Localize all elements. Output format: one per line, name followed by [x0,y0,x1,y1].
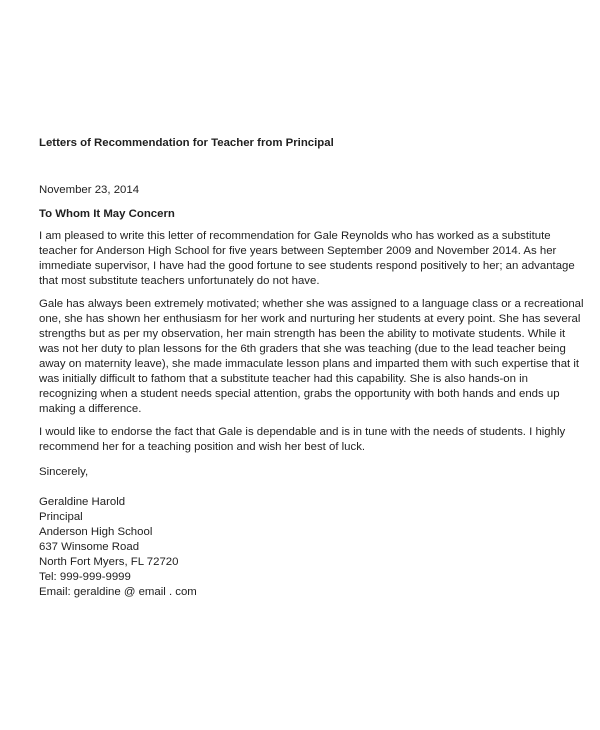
signer-email: Email: geraldine @ email . com [39,586,197,598]
closing: Sincerely, [39,466,89,478]
paragraph-line: away on maternity leave), she made immaculate lesson plans and imparted them with such expertise that it [39,358,580,370]
paragraph-line: one, she has shown her enthusiasm for her work and nurturing her students at every point. She has several [39,313,581,325]
signer-city: North Fort Myers, FL 72720 [39,556,179,568]
paragraph-line: was initially difficult to fathom that a substitute teacher had this capability. She is also hands-on in [39,373,529,385]
paragraph-line: I am pleased to write this letter of recommendation for Gale Reynolds who has worked as a substitute [39,230,551,242]
letter-date: November 23, 2014 [39,184,140,196]
paragraph-line: recommend her for a teaching position and wish her best of luck. [39,441,366,453]
signer-position: Principal [39,511,83,523]
paragraph-line: was not her duty to plan lessons for the 6th graders that she was teaching (due to the lead teacher being [39,343,566,355]
paragraph-line: recognizing when a student needs special attention, grabs the opportunity with both hands and ends up [39,388,560,400]
paragraph-line: making a difference. [39,403,142,415]
letter-body [39,136,584,600]
paragraph-line: I would like to endorse the fact that Gale is dependable and is in tune with the needs of students. I highly [39,426,566,438]
signer-phone: Tel: 999-999-9999 [39,571,131,583]
paragraph-line: Gale has always been extremely motivated; whether she was assigned to a language class or a recreational [39,298,584,310]
paragraph-line: immediate supervisor, I have had the good fortune to see students respond positively to her; an advantage [39,260,575,272]
paragraph-line: that most substitute teachers unfortunately do not have. [39,275,320,287]
paragraph-line: strengths but as per my observation, her main strength has been the ability to motivate students. While it [39,328,566,340]
paragraph-intro [39,229,579,289]
signer-street: 637 Winsome Road [39,541,140,553]
document-title: Letters of Recommendation for Teacher from Principal [39,137,334,149]
paragraph-endorsement [39,425,579,455]
paragraph-line: teacher for Anderson High School for five years between September 2009 and November 2014. As her [39,245,557,257]
paragraph-qualities [39,297,584,417]
salutation: To Whom It May Concern [39,208,175,220]
signer-name: Geraldine Harold [39,496,126,508]
signer-school: Anderson High School [39,526,153,538]
signature-block [39,495,579,600]
